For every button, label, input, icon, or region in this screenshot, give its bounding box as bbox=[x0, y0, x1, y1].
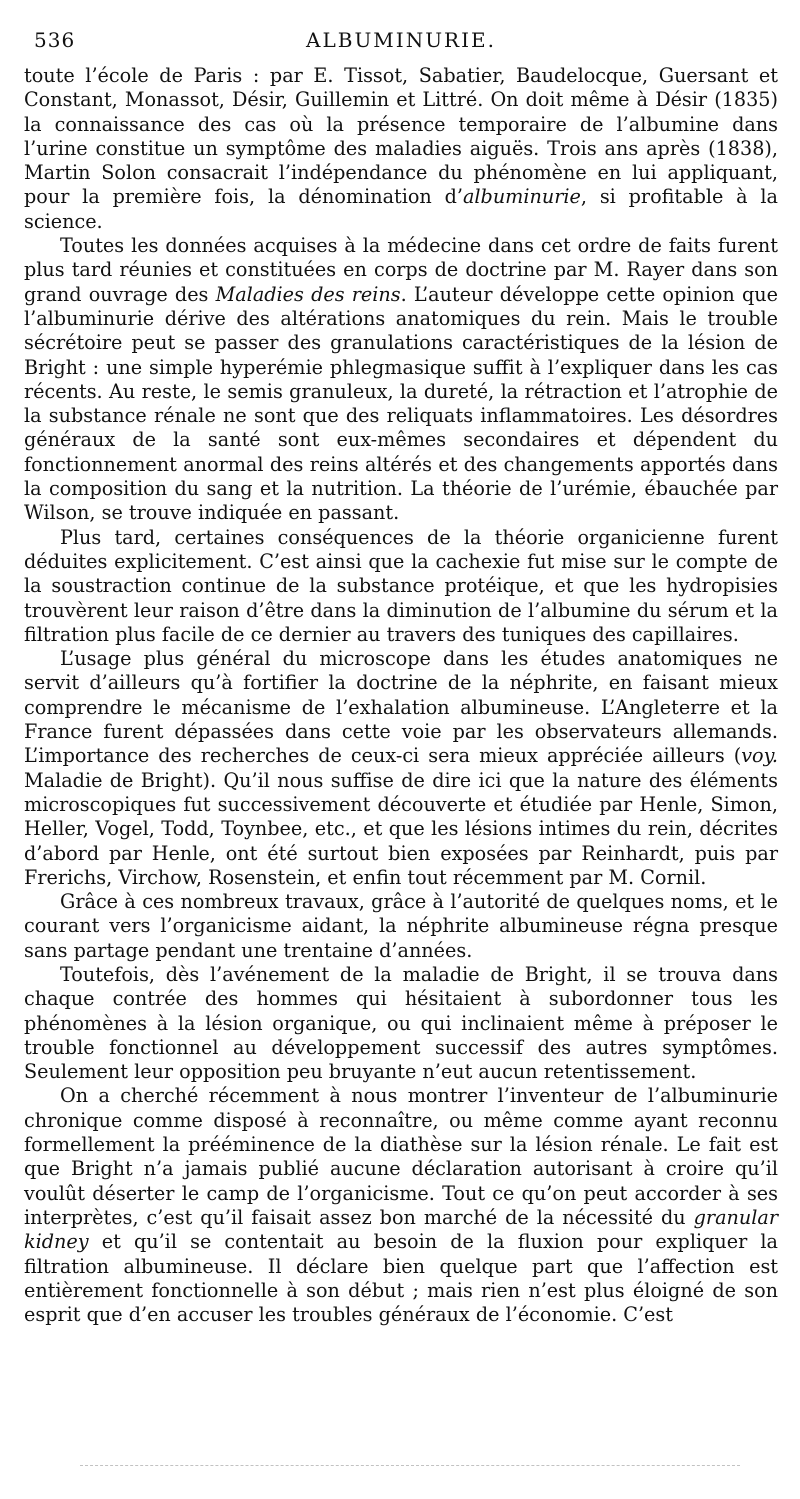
paragraph-text: . L’auteur développe cette opinion que l’albuminurie dérive des altérations anatomiques du rein. Mais le trouble sécrétoire peut se passer des granulations caractéristiques de la lésion de Bright : une simple hyperémie phlegmasique suffit à l’expliquer dans les cas récents. Au reste, le semis granuleux, la dureté, la rétraction et l’atrophie de la substance rénale ne sont que des reliquats inflammatoires. Les désordres généraux de la santé sont eux-mêmes secondaires et dépendent du fonctionnement anormal des reins altérés et des changements apportés dans la composition du sang et la nutrition. La théorie de l’urémie, ébauchée par Wilson, se trouve indiquée en passant. bbox=[24, 282, 778, 525]
paragraph-text: et qu’il se contentait au besoin de la fluxion pour expliquer la filtration albumineuse. Il déclare bien quelque part que l’affection est entièrement fonctionnelle à son début ; mais rien n’est plus éloigné de son esprit que d’en accuser les troubles généraux de l’économie. C’est bbox=[24, 1230, 778, 1327]
paragraph-text: Toutefois, dès l’avénement de la maladie de Bright, il se trouva dans chaque contrée des hommes qui hésitaient à subordonner tous les phénomènes à la lésion organique, ou qui inclinaient même à préposer le trouble fonctionnel au développement successif des autres symptômes. Seulement leur opposition peu bruyante n’eut aucun retentissement. bbox=[24, 962, 778, 1084]
paragraph bbox=[24, 1084, 778, 1327]
italic-text: granular kidney bbox=[24, 1205, 778, 1254]
page-number: 536 bbox=[34, 28, 76, 52]
italic-text: Maladies des reins bbox=[215, 282, 401, 306]
page-header bbox=[24, 28, 778, 58]
paragraph-text: L’usage plus général du microscope dans les études anatomiques ne servit d’ailleurs qu’à fortifier la doctrine de la néphrite, en faisant mieux comprendre le mécanisme de l’exhalation albumineuse. L’Angleterre et la France furent dépassées dans cette voie par les observateurs allemands. L’importance des recherches de ceux-ci sera mieux appréciée ailleurs ( bbox=[24, 647, 778, 768]
paragraph-text: toute l’école de Paris : par E. Tissot, Sabatier, Baudelocque, Guersant et Constant, Monassot, Désir, Guillemin et Littré. On doit même à Désir (1835) la connaissance des cas où la présence temporaire de l’albumine dans l’urine constitue un symptôme des maladies aiguës. Trois ans après (1838), Martin Solon consacrait l’indépendance du phénomène en lui appliquant, pour la première fois, la dénomination d’ bbox=[24, 64, 778, 209]
paragraph bbox=[24, 526, 778, 647]
body-text bbox=[24, 64, 778, 1327]
paragraph-text: Plus tard, certaines conséquences de la théorie organicienne furent déduites explicitement. C’est ainsi que la cachexie fut mise sur le compte de la soustraction continue de la substance protéique, et que les hydropisies trouvèrent leur raison d’être dans la diminution de l’albumine du sérum et la filtration plus facile de ce dernier au travers des tuniques des capillaires. bbox=[24, 525, 778, 646]
paragraph bbox=[24, 890, 778, 963]
paragraph bbox=[24, 647, 778, 890]
paragraph-text: Toutes les données acquises à la médecine dans cet ordre de faits furent plus tard réunies et constituées en corps de doctrine par M. Rayer dans son grand ouvrage des bbox=[24, 234, 778, 306]
page-bottom-mark bbox=[80, 1465, 740, 1466]
document-page bbox=[24, 28, 778, 1327]
paragraph bbox=[24, 234, 778, 526]
paragraph-text: Grâce à ces nombreux travaux, grâce à l’autorité de quelques noms, et le courant vers l’organicisme aidant, la néphrite albumineuse régna presque sans partage pendant une trentaine d’années. bbox=[24, 890, 778, 962]
running-head: ALBUMINURIE. bbox=[306, 28, 496, 52]
italic-text: albuminurie bbox=[462, 185, 581, 209]
italic-text: voy. bbox=[741, 744, 778, 768]
paragraph-text: , si profitable à la science. bbox=[24, 185, 778, 233]
paragraph-text: On a cherché récemment à nous montrer l’inventeur de l’albuminurie chronique comme disposé à reconnaître, ou même comme ayant reconnu formellement la prééminence de la diathèse sur la lésion rénale. Le fait est que Bright n’a jamais publié aucune déclaration autorisant à croire qu’il voulût déserter le camp de l’organicisme. Tout ce qu’on peut accorder à ses interprètes, c’est qu’il faisait assez bon marché de la nécessité du bbox=[24, 1084, 778, 1229]
paragraph bbox=[24, 64, 778, 234]
paragraph-text: Maladie de Bright). Qu’il nous suffise de dire ici que la nature des éléments microscopiques fut successivement découverte et étudiée par Henle, Simon, Heller, Vogel, Todd, Toynbee, etc., et que les lésions intimes du rein, décrites d’abord par Henle, ont été surtout bien exposées par Reinhardt, puis par Frerichs, Virchow, Rosenstein, et enfin tout récemment par M. Cornil. bbox=[24, 768, 778, 889]
paragraph bbox=[24, 963, 778, 1084]
